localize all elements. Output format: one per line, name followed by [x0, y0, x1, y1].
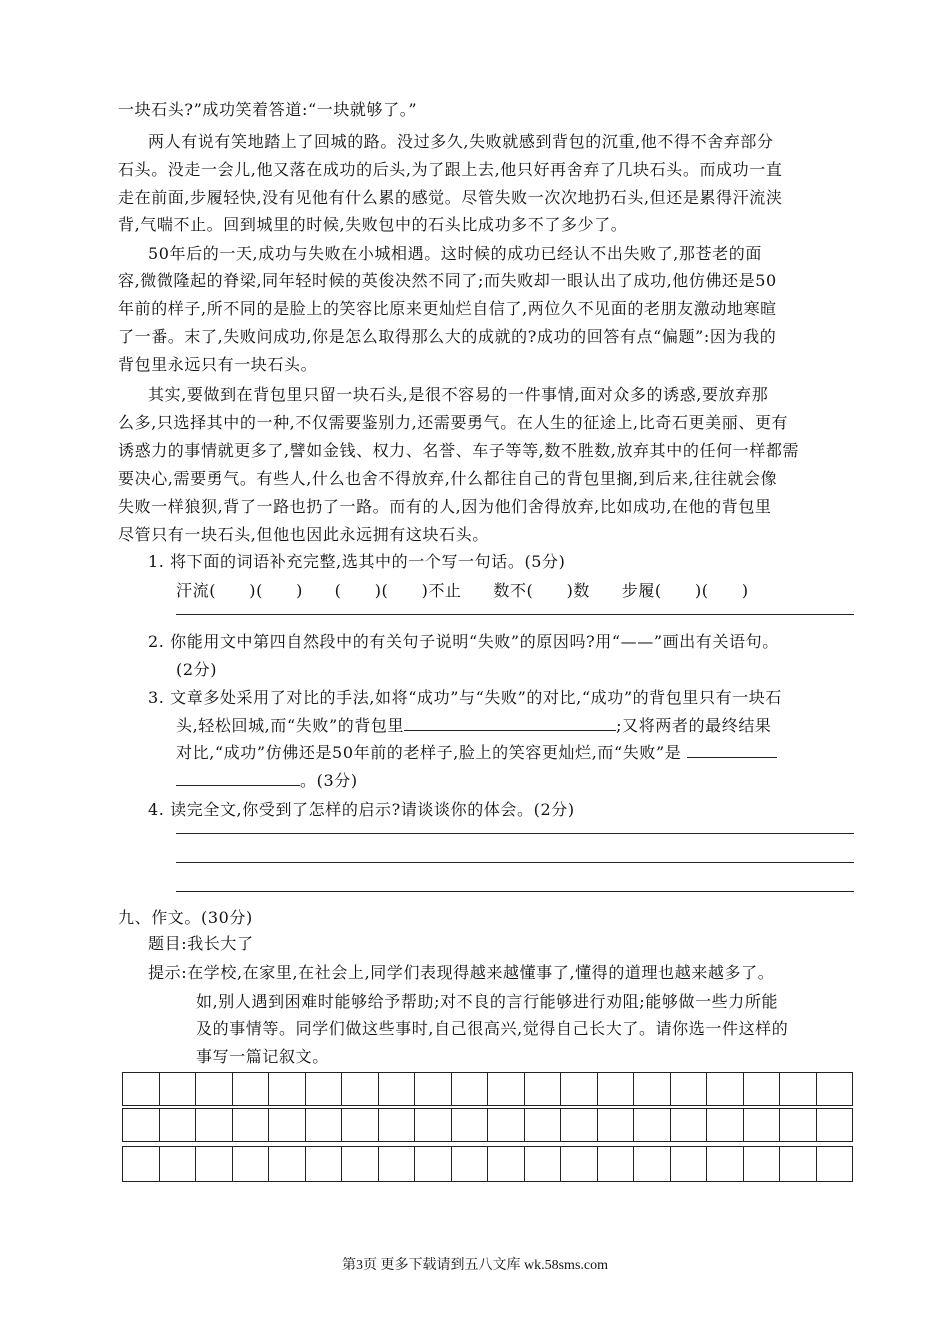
grid-cell[interactable]	[233, 1147, 270, 1181]
word-item[interactable]: ( )( )不止	[334, 581, 462, 600]
passage-line: 50年后的一天,成功与失败在小城相遇。这时候的成功已经认不出失败了,那苍老的面	[148, 244, 762, 263]
grid-cell[interactable]	[780, 1147, 817, 1181]
q3-text-c: 对比,“成功”仿佛还是50年前的老样子,脸上的笑容更灿烂,而“失败”是	[176, 743, 682, 762]
grid-cell[interactable]	[561, 1109, 598, 1141]
passage-line: 两人有说有笑地踏上了回城的路。没过多久,失败就感到背包的沉重,他不得不舍弃部分	[148, 132, 774, 151]
grid-cell[interactable]	[160, 1073, 197, 1105]
grid-cell[interactable]	[196, 1109, 233, 1141]
composition-title: 题目:我长大了	[148, 934, 254, 953]
grid-cell[interactable]	[452, 1147, 489, 1181]
grid-cell[interactable]	[525, 1147, 562, 1181]
passage-line: 了一番。末了,失败问成功,你是怎么取得那么大的成就的?成功的回答有点“偏题”:因为我的	[118, 327, 777, 346]
answer-line[interactable]	[176, 833, 854, 834]
composition-heading: 九、作文。(30分)	[118, 908, 253, 927]
word-item[interactable]: 数不( )数	[493, 581, 591, 600]
grid-cell[interactable]	[671, 1147, 708, 1181]
writing-grid-row[interactable]	[122, 1146, 853, 1182]
grid-cell[interactable]	[379, 1109, 416, 1141]
grid-cell[interactable]	[123, 1109, 160, 1141]
grid-cell[interactable]	[707, 1073, 744, 1105]
question-3-line3	[176, 740, 916, 763]
word-item[interactable]: 汗流( )( )	[176, 581, 303, 600]
grid-cell[interactable]	[123, 1147, 160, 1181]
question-3: 3. 文章多处采用了对比的手法,如将“成功”与“失败”的对比,“成功”的背包里只有一块石	[148, 688, 783, 707]
grid-cell[interactable]	[671, 1109, 708, 1141]
grid-cell[interactable]	[561, 1073, 598, 1105]
grid-cell[interactable]	[634, 1073, 671, 1105]
passage-line: 诱惑力的事情就更多了,譬如金钱、权力、名誉、车子等等,数不胜数,放弃其中的任何一样都需	[118, 441, 800, 460]
grid-cell[interactable]	[342, 1109, 379, 1141]
grid-cell[interactable]	[342, 1147, 379, 1181]
composition-hint: 如,别人遇到困难时能够给予帮助;对不良的言行能够进行劝阻;能够做一些力所能	[196, 992, 779, 1011]
passage-line: 石头。没走一会儿,他又落在成功的后头,为了跟上去,他只好再舍弃了几块石头。而成功一直	[118, 160, 783, 179]
grid-cell[interactable]	[452, 1109, 489, 1141]
question-1-items	[176, 578, 916, 601]
passage-line: 背包里永远只有一块石头。	[118, 355, 318, 374]
answer-blank[interactable]	[176, 771, 300, 786]
composition-hint: 事写一篇记叙文。	[196, 1047, 329, 1066]
grid-cell[interactable]	[525, 1073, 562, 1105]
grid-cell[interactable]	[233, 1109, 270, 1141]
grid-cell[interactable]	[342, 1073, 379, 1105]
grid-cell[interactable]	[379, 1073, 416, 1105]
grid-cell[interactable]	[525, 1109, 562, 1141]
grid-cell[interactable]	[160, 1147, 197, 1181]
grid-cell[interactable]	[707, 1147, 744, 1181]
passage-line: 一块石头?”成功笑着答道:“一块就够了。”	[118, 100, 418, 119]
grid-cell[interactable]	[415, 1073, 452, 1105]
passage-line: 年前的样子,所不同的是脸上的笑容比原来更灿烂自信了,两位久不见面的老朋友激动地寒暄	[118, 299, 777, 318]
grid-cell[interactable]	[598, 1073, 635, 1105]
writing-grid-row[interactable]	[122, 1108, 853, 1142]
answer-line[interactable]	[176, 862, 854, 863]
grid-cell[interactable]	[379, 1147, 416, 1181]
answer-line[interactable]	[176, 891, 854, 892]
grid-cell[interactable]	[452, 1073, 489, 1105]
question-2-score: (2分)	[176, 660, 218, 679]
passage-line: 走在前面,步履轻快,没有见他有什么累的感觉。尽管失败一次次地扔石头,但还是累得汗流浃	[118, 188, 783, 207]
passage-line: 尽管只有一块石头,但他也因此永远拥有这块石头。	[118, 525, 489, 544]
question-4: 4. 读完全文,你受到了怎样的启示?请谈谈你的体会。(2分)	[148, 800, 575, 819]
page-footer: 第3页 更多下载请到五八文库 wk.58sms.com	[342, 1258, 608, 1273]
grid-cell[interactable]	[488, 1073, 525, 1105]
grid-cell[interactable]	[707, 1109, 744, 1141]
grid-cell[interactable]	[123, 1073, 160, 1105]
q3-text-d: 。(3分)	[300, 771, 358, 790]
passage-line: 容,微微隆起的脊梁,同年轻时候的英俊决然不同了;而失败却一眼认出了成功,他仿佛还是50	[118, 271, 777, 290]
answer-blank[interactable]	[687, 743, 777, 758]
answer-blank[interactable]	[404, 716, 616, 731]
word-item[interactable]: 步履( )( )	[621, 581, 749, 600]
grid-cell[interactable]	[488, 1147, 525, 1181]
passage-line: 其实,要做到在背包里只留一块石头,是很不容易的一件事情,面对众多的诱惑,要放弃那	[148, 385, 769, 404]
question-2: 2. 你能用文中第四自然段中的有关句子说明“失败”的原因吗?用“——”画出有关语句。	[148, 632, 779, 651]
grid-cell[interactable]	[160, 1109, 197, 1141]
grid-cell[interactable]	[415, 1109, 452, 1141]
grid-cell[interactable]	[269, 1073, 306, 1105]
q3-text-b: ;又将两者的最终结果	[616, 716, 772, 735]
passage-line: 要决心,需要勇气。有些人,什么也舍不得放弃,什么都往自己的背包里搁,到后来,往往就会像	[118, 469, 778, 488]
grid-cell[interactable]	[306, 1109, 343, 1141]
passage-line: 失败一样狼狈,背了一路也扔了一路。而有的人,因为他们舍得放弃,比如成功,在他的背包里	[118, 497, 772, 516]
composition-hint: 提示:在学校,在家里,在社会上,同学们表现得越来越懂事了,懂得的道理也越来越多了。	[148, 963, 775, 982]
grid-cell[interactable]	[233, 1073, 270, 1105]
grid-cell[interactable]	[817, 1147, 853, 1181]
composition-hint: 及的事情等。同学们做这些事时,自己很高兴,觉得自己长大了。请你选一件这样的	[196, 1019, 789, 1038]
grid-cell[interactable]	[744, 1073, 781, 1105]
grid-cell[interactable]	[744, 1147, 781, 1181]
grid-cell[interactable]	[196, 1073, 233, 1105]
writing-grid-row[interactable]	[122, 1072, 853, 1106]
grid-cell[interactable]	[306, 1147, 343, 1181]
grid-cell[interactable]	[744, 1109, 781, 1141]
q3-text-a: 头,轻松回城,而“失败”的背包里	[176, 716, 405, 735]
grid-cell[interactable]	[598, 1109, 635, 1141]
question-1: 1. 将下面的词语补充完整,选其中的一个写一句话。(5分)	[148, 552, 566, 571]
grid-cell[interactable]	[671, 1073, 708, 1105]
grid-cell[interactable]	[598, 1147, 635, 1181]
grid-cell[interactable]	[780, 1073, 817, 1105]
grid-cell[interactable]	[269, 1109, 306, 1141]
grid-cell[interactable]	[415, 1147, 452, 1181]
question-3-line2	[176, 713, 916, 736]
question-3-line4	[176, 768, 916, 791]
passage-line: 么多,只选择其中的一种,不仅需要鉴别力,还需要勇气。在人生的征途上,比奇石更美丽、更有	[118, 413, 789, 432]
grid-cell[interactable]	[817, 1109, 853, 1141]
grid-cell[interactable]	[817, 1073, 853, 1105]
grid-cell[interactable]	[780, 1109, 817, 1141]
grid-cell[interactable]	[561, 1147, 598, 1181]
grid-cell[interactable]	[196, 1147, 233, 1181]
grid-cell[interactable]	[634, 1109, 671, 1141]
grid-cell[interactable]	[488, 1109, 525, 1141]
grid-cell[interactable]	[634, 1147, 671, 1181]
grid-cell[interactable]	[306, 1073, 343, 1105]
passage-line: 背,气喘不止。回到城里的时候,失败包中的石头比成功多不了多少了。	[118, 215, 628, 234]
answer-line[interactable]	[176, 614, 854, 615]
grid-cell[interactable]	[269, 1147, 306, 1181]
